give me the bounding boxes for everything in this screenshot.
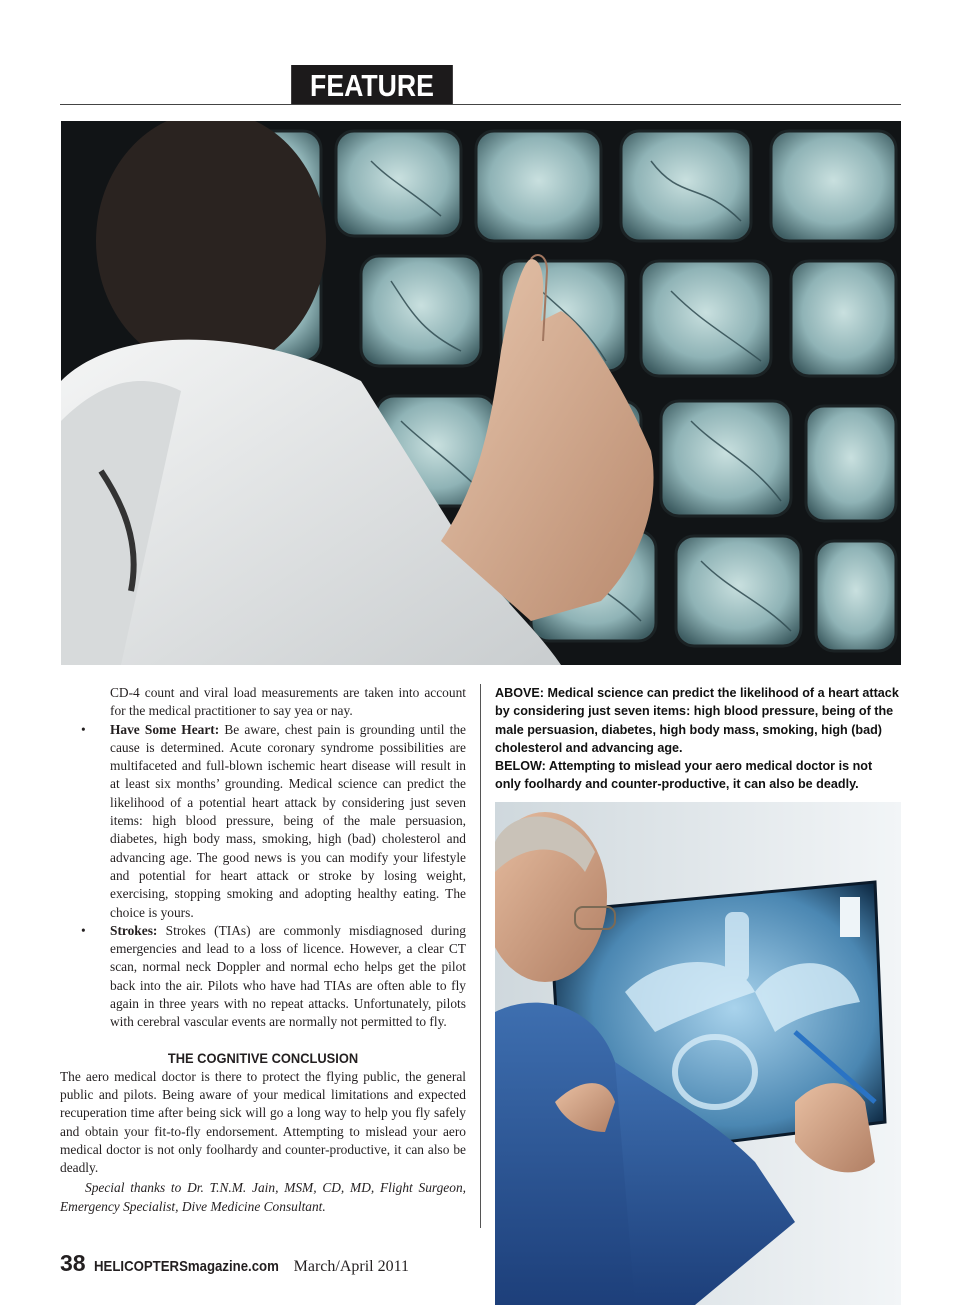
doctor-examining-angiogram-films-icon (61, 121, 901, 665)
website-link[interactable]: HELICOPTERSmagazine.com (93, 1258, 279, 1275)
bullet-icon: • (81, 721, 86, 737)
doctor-holding-pelvis-xray-icon (495, 802, 901, 1305)
hero-photo (61, 121, 901, 665)
issue-date: March/April 2011 (293, 1258, 410, 1275)
page-number: 38 (60, 1250, 86, 1276)
column-divider (480, 684, 481, 1228)
bullet-heading: Strokes: (110, 922, 158, 938)
article-column (60, 684, 466, 1216)
bullet-heading: Have Some Heart: (110, 721, 220, 737)
conclusion-paragraph: The aero medical doctor is there to protect the flying public, the general public and pilots. Being aware of your medical limitations and expected recuperation time after being sick will go a long way to help you fly safely and obtain your fit-to-fly endorsement. Attempting to mislead your aero medical doctor is not only foolhardy and counter-productive, it can also be deadly. (60, 1068, 466, 1176)
header-rule (60, 104, 901, 105)
caption-below: BELOW: Attempting to mislead your aero medical doctor is not only foolhardy and counter-productive, it can also be deadly. (495, 759, 873, 792)
page-footer (60, 1250, 409, 1280)
secondary-photo (495, 802, 901, 1305)
bullet-text: Strokes (TIAs) are commonly misdiagnosed during emergencies and lead to a loss of licence. However, a clear CT scan, normal neck Doppler and normal echo helps get the pilot back into the air. Pilots who have had TIAs are often able to fly again in three years with no repeat attacks. Unfortunately, pilots with cerebral vascular events are normally not permitted to fly. (110, 922, 466, 1030)
list-item-strokes (60, 922, 466, 1032)
article-paragraph-continued: CD-4 count and viral load measurements are taken into account for the medical practitioner to say yea or nay. (110, 685, 466, 719)
bullet-text: Be aware, chest pain is grounding until the cause is determined. Acute coronary syndrome possibilities are multifaceted and full-blown ischemic heart disease will result in at least six months’ grounding. Medical science can predict the likelihood of a potential heart attack by considering just seven items: high blood pressure, being of the male persuasion, diabetes, high body mass, smoking, high (bad) cholesterol and advancing age. The good news is you can modify your lifestyle and potential for heart attack or stroke by losing weight, exercising, stopping smoking and adopting healthy eating. The choice is yours. (110, 721, 466, 920)
acknowledgement: Special thanks to Dr. T.N.M. Jain, MSM, CD, MD, Flight Surgeon, Emergency Specialist, Dive Medicine Consultant. (60, 1180, 466, 1214)
section-heading: THE COGNITIVE CONCLUSION (167, 1049, 359, 1066)
section-banner: FEATURE (291, 65, 453, 104)
list-item-heart (60, 721, 466, 922)
bullet-icon: • (81, 922, 86, 938)
photo-captions (495, 684, 900, 794)
caption-above: ABOVE: Medical science can predict the likelihood of a heart attack by considering just seven items: high blood pressure, being of the male persuasion, diabetes, high body mass, smoking, high (bad) cholesterol and advancing age. (495, 686, 899, 755)
